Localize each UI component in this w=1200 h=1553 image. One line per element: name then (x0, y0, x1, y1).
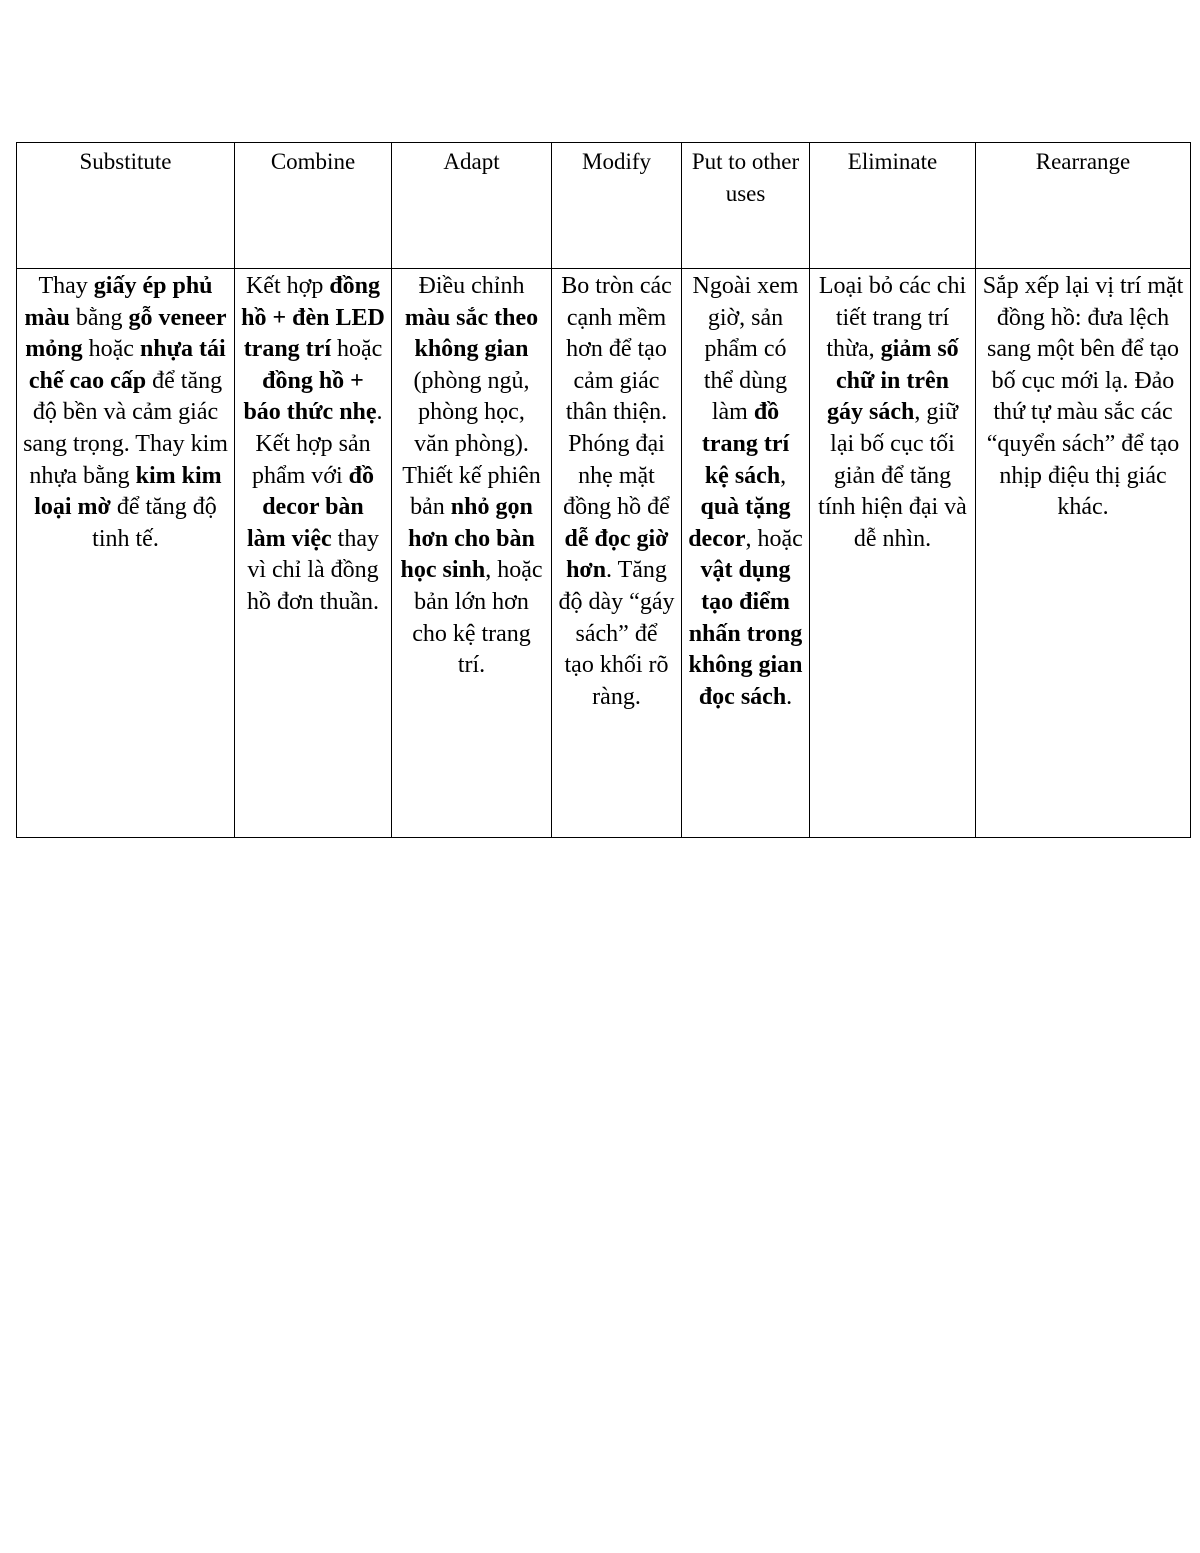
cell-text: để tăng độ tinh tế. (92, 494, 217, 552)
header-combine: Combine (235, 143, 392, 269)
cell-rearrange (976, 269, 1191, 838)
emphasis-text: đồng hồ + báo thức nhẹ (243, 367, 377, 426)
header-put-to-other-uses: Put to other uses (682, 143, 810, 269)
emphasis-text: nhựa tái chế cao cấp (28, 336, 226, 394)
cell-text: , giữ lại bố cục tối giản để tăng tính hiện đại và dễ nhìn. (818, 399, 967, 552)
cell-text: . Kết hợp sản phẩm với (251, 399, 383, 489)
emphasis-text: màu sắc theo không gian (404, 304, 539, 363)
table-row (17, 269, 1191, 838)
header-modify: Modify (552, 143, 682, 269)
emphasis-text: đồ trang trí kệ sách (701, 399, 790, 489)
cell-text: . Tăng độ dày “gáy sách” để tạo khối rõ ràng. (558, 557, 675, 710)
header-substitute: Substitute (17, 143, 235, 269)
emphasis-text: đồ decor bàn làm việc (247, 462, 375, 552)
table-header-row (17, 143, 1191, 269)
scamper-table (16, 142, 1191, 838)
cell-text: , (780, 462, 787, 489)
cell-text: , hoặc bản lớn hơn cho kệ trang trí. (412, 557, 543, 679)
cell-text: Bo tròn các cạnh mềm hơn để tạo cảm giác thân thiện. Phóng đại nhẹ mặt đồng hồ để (561, 273, 672, 521)
emphasis-text: dễ đọc giờ hơn (564, 525, 669, 584)
cell-substitute (17, 269, 235, 838)
cell-text: Ngoài xem giờ, sản phẩm có thể dùng làm (692, 273, 799, 426)
cell-text: bằng (69, 304, 129, 331)
cell-combine (235, 269, 392, 838)
cell-text: , hoặc (745, 525, 803, 552)
cell-text: hoặc (331, 336, 383, 363)
emphasis-text: quà tặng decor (688, 494, 791, 552)
emphasis-text: nhỏ gọn hơn cho bàn học sinh (400, 494, 535, 584)
emphasis-text: đồng hồ + đèn LED trang trí (241, 273, 385, 363)
cell-text: Thay (38, 273, 94, 299)
cell-eliminate (810, 269, 976, 838)
cell-text: hoặc (82, 336, 140, 363)
header-rearrange: Rearrange (976, 143, 1191, 269)
emphasis-text: vật dụng tạo điểm nhấn trong không gian đọc sách (688, 557, 803, 710)
cell-text: Loại bỏ các chi tiết trang trí thừa, (818, 273, 967, 363)
header-eliminate: Eliminate (810, 143, 976, 269)
cell-text: Kết hợp (245, 273, 330, 299)
cell-adapt (392, 269, 552, 838)
emphasis-text: giảm số chữ in trên gáy sách (826, 336, 959, 426)
cell-text: Sắp xếp lại vị trí mặt đồng hồ: đưa lệch sang một bên để tạo bố cục mới lạ. Đảo thứ tự màu sắc các “quyển sách” để tạo nhịp điệu thị giác khác. (982, 273, 1184, 521)
cell-text: . (786, 683, 793, 710)
cell-put-to-other-uses (682, 269, 810, 838)
cell-text: thay vì chỉ là đồng hồ đơn thuần. (246, 525, 379, 615)
cell-text: để tăng độ bền và cảm giác sang trọng. Thay kim nhựa bằng (23, 367, 228, 489)
cell-text: (phòng ngủ, phòng học, văn phòng). Thiết kế phiên bản (402, 367, 541, 521)
cell-modify (552, 269, 682, 838)
header-adapt: Adapt (392, 143, 552, 269)
emphasis-text: giấy ép phủ màu (24, 273, 213, 331)
emphasis-text: gỗ veneer mỏng (25, 304, 227, 363)
cell-text: Điều chỉnh (418, 273, 525, 299)
emphasis-text: kim kim loại mờ (34, 462, 222, 521)
